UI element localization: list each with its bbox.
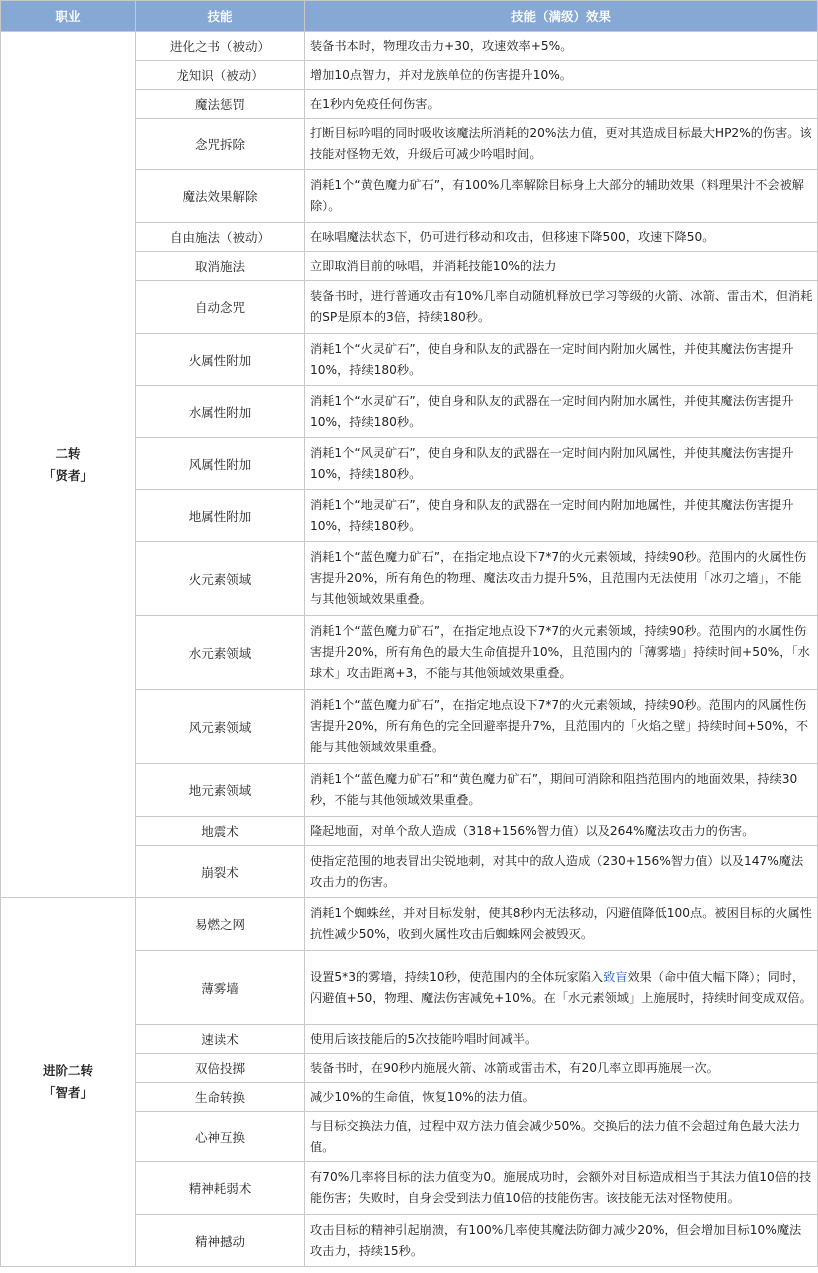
skill-effect: 消耗1个“水灵矿石”，使自身和队友的武器在一定时间内附加水属性，并使其魔法伤害提升10%，持续180秒。 — [305, 386, 818, 438]
skill-name: 进化之书（被动） — [136, 32, 305, 61]
skill-effect: 使指定范围的地表冒出尖锐地刺，对其中的敌人造成（230+156%智力值）以及147%魔法攻击力的伤害。 — [305, 846, 818, 898]
skill-effect: 消耗1个“火灵矿石”，使自身和队友的武器在一定时间内附加火属性，并使其魔法伤害提升10%，持续180秒。 — [305, 334, 818, 386]
skill-name: 火元素领域 — [136, 542, 305, 616]
skill-name: 易燃之网 — [136, 898, 305, 951]
skill-name: 心神互换 — [136, 1112, 305, 1162]
table-row — [1, 898, 818, 951]
skill-name: 自动念咒 — [136, 281, 305, 334]
skill-name: 双倍投掷 — [136, 1054, 305, 1083]
skill-effect: 消耗1个“地灵矿石”，使自身和队友的武器在一定时间内附加地属性，并使其魔法伤害提升10%，持续180秒。 — [305, 490, 818, 542]
skill-effect: 消耗1个“蓝色魔力矿石”，在指定地点设下7*7的火元素领域，持续90秒。范围内的水属性伤害提升20%，所有角色的最大生命值提升10%，且范围内的「薄雾墙」持续时间+50%，「水球术」攻击距离+3，不能与其他领域效果重叠。 — [305, 616, 818, 690]
skill-effect: 立即取消目前的咏唱，并消耗技能10%的法力 — [305, 252, 818, 281]
job-name-line2: 「贤者」 — [42, 467, 93, 483]
skill-effect: 有70%几率将目标的法力值变为0。施展成功时，会额外对目标造成相当于其法力值10倍的技能伤害；失败时，自身会受到法力值10倍的技能伤害。该技能无法对怪物使用。 — [305, 1162, 818, 1215]
skill-name: 崩裂术 — [136, 846, 305, 898]
effect-text-pre: 设置5*3的雾墙，持续10秒，使范围内的全体玩家陷入 — [310, 969, 604, 984]
skill-name: 地属性附加 — [136, 490, 305, 542]
job-name-line2: 「智者」 — [42, 1085, 93, 1100]
skill-name: 薄雾墙 — [136, 951, 305, 1025]
skill-name: 念咒拆除 — [136, 119, 305, 170]
skill-effect: 使用后该技能后的5次技能吟唱时间减半。 — [305, 1025, 818, 1054]
skill-effect: 消耗1个蜘蛛丝，并对目标发射，使其8秒内无法移动，闪避值降低100点。被困目标的火属性抗性减少50%，收到火属性攻击后蜘蛛网会被毁灭。 — [305, 898, 818, 951]
header-row — [1, 1, 818, 32]
job-name-line1: 二转 — [55, 445, 81, 461]
skill-name: 地震术 — [136, 817, 305, 846]
table-header — [1, 1, 818, 32]
skill-name: 自由施法（被动） — [136, 223, 305, 252]
skill-effect: 消耗1个“风灵矿石”，使自身和队友的武器在一定时间内附加风属性，并使其魔法伤害提升10%，持续180秒。 — [305, 438, 818, 490]
skill-name: 取消施法 — [136, 252, 305, 281]
skill-effect: 隆起地面，对单个敌人造成（318+156%智力值）以及264%魔法攻击力的伤害。 — [305, 817, 818, 846]
job-cell-scholar — [1, 898, 136, 1267]
skill-effect: 消耗1个“蓝色魔力矿石”和“黄色魔力矿石”，期间可消除和阻挡范围内的地面效果，持续30秒，不能与其他领域效果重叠。 — [305, 764, 818, 817]
skill-name: 风元素领域 — [136, 690, 305, 764]
skill-name: 龙知识（被动） — [136, 61, 305, 90]
skill-effect: 消耗1个“黄色魔力矿石”，有100%几率解除目标身上大部分的辅助效果（料理果汁不会被解除）。 — [305, 170, 818, 223]
skill-name: 精神撼动 — [136, 1215, 305, 1267]
skill-name: 生命转换 — [136, 1083, 305, 1112]
effect-text-post: 效果（命中值大幅下降）；同时，闪避值+50，物理、魔法伤害减免+10%。在「水元素领域」上施展时，持续时间变成双倍。 — [310, 969, 812, 1005]
skill-name: 火属性附加 — [136, 334, 305, 386]
skill-effect: 与目标交换法力值，过程中双方法力值会减少50%。交换后的法力值不会超过角色最大法力值。 — [305, 1112, 818, 1162]
table-body — [1, 32, 818, 1267]
skill-effect: 攻击目标的精神引起崩溃，有100%几率使其魔法防御力减少20%，但会增加目标10%魔法攻击力，持续15秒。 — [305, 1215, 818, 1267]
skill-name: 速读术 — [136, 1025, 305, 1054]
table-row — [1, 32, 818, 61]
job-name-line1: 进阶二转 — [42, 1063, 93, 1078]
header-job: 职业 — [1, 1, 136, 32]
skill-effect: 在1秒内免疫任何伤害。 — [305, 90, 818, 119]
skill-name: 水属性附加 — [136, 386, 305, 438]
skill-effect: 减少10%的生命值，恢复10%的法力值。 — [305, 1083, 818, 1112]
skill-name: 魔法效果解除 — [136, 170, 305, 223]
skill-effect — [305, 951, 818, 1025]
skill-effect: 在咏唱魔法状态下，仍可进行移动和攻击，但移速下降500，攻速下降50。 — [305, 223, 818, 252]
skill-effect: 消耗1个“蓝色魔力矿石”，在指定地点设下7*7的火元素领域，持续90秒。范围内的风属性伤害提升20%，所有角色的完全回避率提升7%，且范围内的「火焰之壁」持续时间+50%，不能与其他领域效果重叠。 — [305, 690, 818, 764]
header-effect: 技能（满级）效果 — [305, 1, 818, 32]
skill-name: 魔法惩罚 — [136, 90, 305, 119]
skill-effect: 增加10点智力，并对龙族单位的伤害提升10%。 — [305, 61, 818, 90]
job-cell-sage — [1, 32, 136, 898]
header-skill: 技能 — [136, 1, 305, 32]
skill-effect: 装备书本时，物理攻击力+30，攻速效率+5%。 — [305, 32, 818, 61]
skill-name: 精神耗弱术 — [136, 1162, 305, 1215]
skill-name: 水元素领域 — [136, 616, 305, 690]
blind-status-link[interactable]: 致盲 — [603, 969, 628, 984]
skill-effect: 装备书时，在90秒内施展火箭、冰箭或雷击术，有20几率立即再施展一次。 — [305, 1054, 818, 1083]
skill-effect: 装备书时，进行普通攻击有10%几率自动随机释放已学习等级的火箭、冰箭、雷击术，但消耗的SP是原本的3倍，持续180秒。 — [305, 281, 818, 334]
skill-name: 地元素领域 — [136, 764, 305, 817]
skill-name: 风属性附加 — [136, 438, 305, 490]
skill-effect: 打断目标吟唱的同时吸收该魔法所消耗的20%法力值，更对其造成目标最大HP2%的伤害。该技能对怪物无效，升级后可减少吟唱时间。 — [305, 119, 818, 170]
skill-effect: 消耗1个“蓝色魔力矿石”，在指定地点设下7*7的火元素领域，持续90秒。范围内的火属性伤害提升20%，所有角色的物理、魔法攻击力提升5%，且范围内无法使用「冰刃之墙」，不能与其他领域效果重叠。 — [305, 542, 818, 616]
